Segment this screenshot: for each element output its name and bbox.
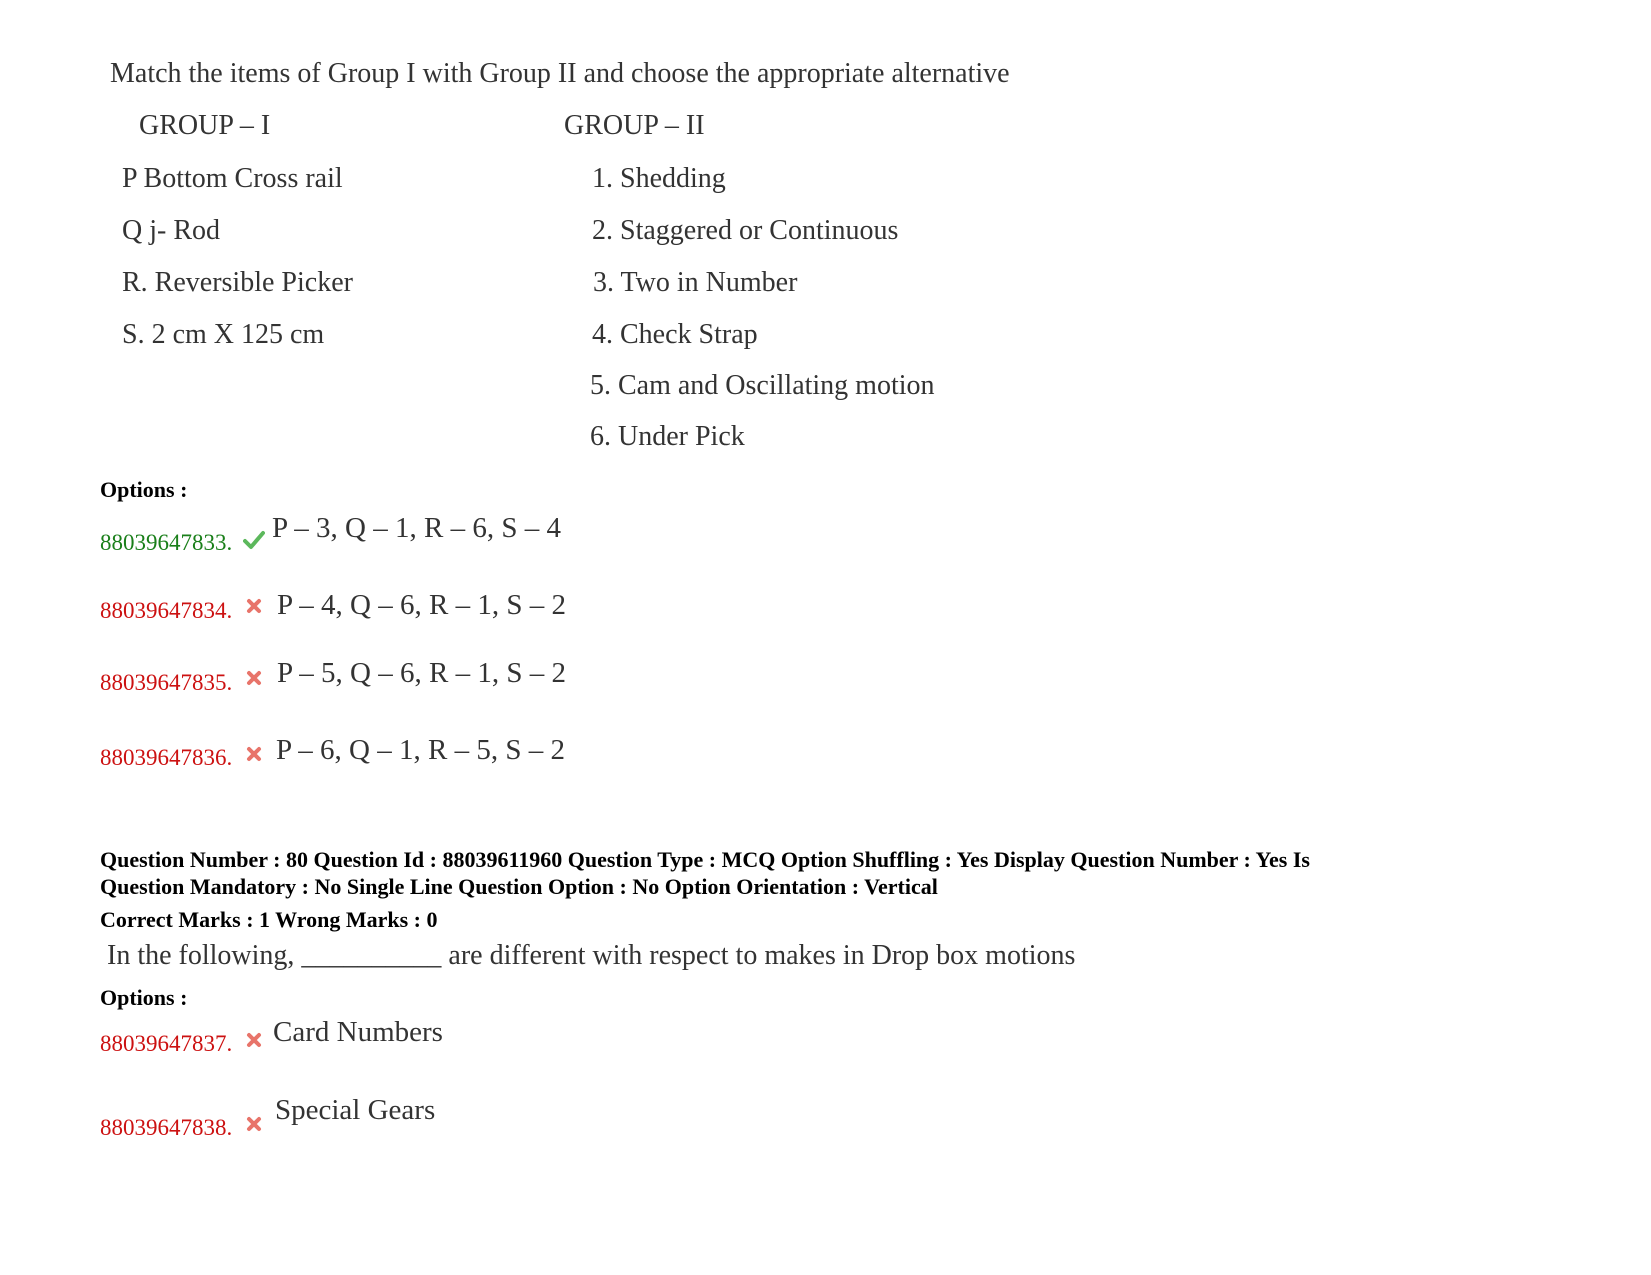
group2-item-1: 1. Shedding: [592, 163, 726, 194]
group2-item-6: 6. Under Pick: [590, 421, 745, 452]
group1-item-r: R. Reversible Picker: [122, 267, 353, 298]
q80-option-text[interactable]: Card Numbers: [273, 1016, 443, 1048]
q79-option-id: 88039647834.: [100, 598, 233, 623]
q79-stem: Match the items of Group I with Group II and choose the appropriate alternative: [110, 58, 1010, 89]
cross-icon: [246, 670, 262, 686]
group2-item-4: 4. Check Strap: [592, 319, 758, 350]
q79-option-id: 88039647833.: [100, 530, 233, 555]
q80-option-id: 88039647838.: [100, 1115, 233, 1140]
cross-icon: [246, 1032, 262, 1048]
q80-meta-line1: Question Number : 80 Question Id : 88039611960 Question Type : MCQ Option Shuffling : Yes Display Question Number : Yes Is: [100, 847, 1310, 872]
q79-options-label: Options :: [100, 477, 188, 502]
cross-icon: [246, 598, 262, 614]
q79-option-text[interactable]: P – 6, Q – 1, R – 5, S – 2: [276, 734, 565, 766]
q80-marks: Correct Marks : 1 Wrong Marks : 0: [100, 907, 438, 932]
group1-item-s: S. 2 cm X 125 cm: [122, 319, 325, 350]
group1-item-p: P Bottom Cross rail: [122, 163, 343, 194]
cross-icon: [246, 1116, 262, 1132]
q80-option-text[interactable]: Special Gears: [275, 1094, 436, 1126]
q79-option-id: 88039647836.: [100, 745, 233, 770]
group2-item-2: 2. Staggered or Continuous: [592, 215, 899, 246]
group1-header: GROUP – I: [139, 110, 271, 141]
q79-option-text[interactable]: P – 3, Q – 1, R – 6, S – 4: [272, 512, 561, 544]
q80-options-label: Options :: [100, 985, 188, 1010]
group2-item-3: 3. Two in Number: [593, 267, 798, 298]
check-icon: [243, 530, 265, 550]
q79-option-text[interactable]: P – 4, Q – 6, R – 1, S – 2: [277, 589, 566, 621]
q80-option-id: 88039647837.: [100, 1031, 233, 1056]
q80-meta-line2: Question Mandatory : No Single Line Question Option : No Option Orientation : Vertical: [100, 874, 938, 899]
group1-item-q: Q j- Rod: [122, 215, 220, 246]
q79-option-id: 88039647835.: [100, 670, 233, 695]
group2-header: GROUP – II: [564, 110, 705, 141]
q79-option-text[interactable]: P – 5, Q – 6, R – 1, S – 2: [277, 657, 566, 689]
group2-item-5: 5. Cam and Oscillating motion: [590, 370, 935, 401]
cross-icon: [246, 746, 262, 762]
q80-stem: In the following, __________ are different with respect to makes in Drop box motions: [107, 940, 1076, 971]
